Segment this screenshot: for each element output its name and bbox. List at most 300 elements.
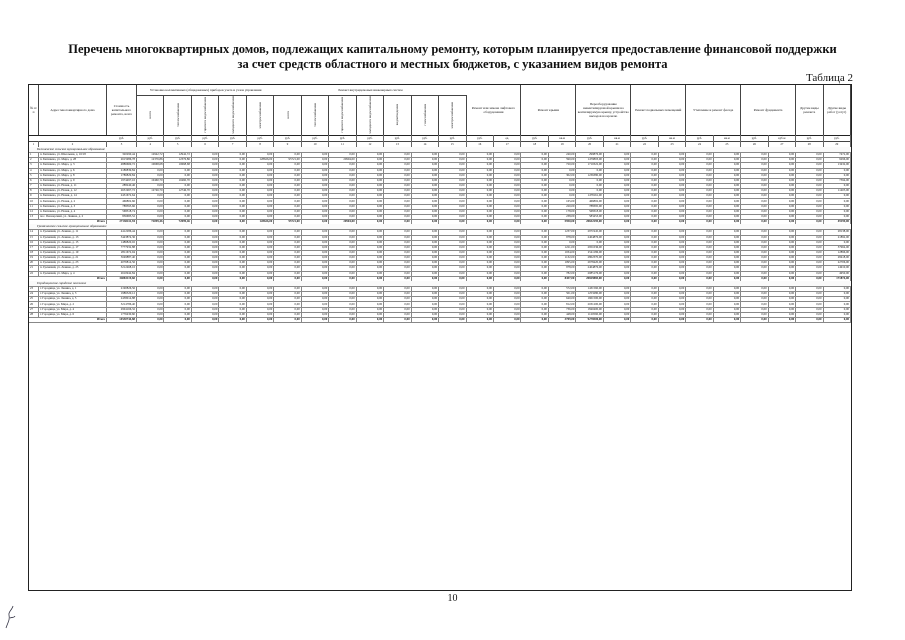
row-value: 0,00 — [741, 260, 768, 265]
row-value: 0,00 — [824, 291, 851, 296]
row-value: 0,00 — [384, 312, 411, 317]
row-value: 0,00 — [741, 250, 768, 255]
row-value: 0,00 — [219, 245, 246, 250]
row-value: 2404876,00 — [576, 235, 603, 240]
row-value: 0,00 — [357, 260, 384, 265]
row-value: 0,00 — [604, 178, 631, 183]
row-value: 0,00 — [576, 240, 603, 245]
row-value: 0,00 — [164, 173, 191, 178]
row-value: 0,00 — [192, 291, 219, 296]
row-value: 0,00 — [192, 199, 219, 204]
row-value: 0,00 — [302, 193, 329, 198]
row-value: 0,00 — [164, 286, 191, 291]
row-value: 0,00 — [467, 245, 494, 250]
row-value: 0,00 — [192, 302, 219, 307]
row-value: 0,00 — [219, 286, 246, 291]
row-value: 0,00 — [604, 162, 631, 167]
row-value: 0,00 — [247, 250, 274, 255]
header-cell: электроснабжения — [247, 95, 274, 135]
row-value: 0,00 — [631, 152, 658, 157]
row-value: 0,00 — [769, 307, 796, 312]
row-number: 6 — [29, 178, 39, 183]
row-value: 0,00 — [219, 157, 246, 162]
row-value: 0,00 — [164, 291, 191, 296]
total-value: 0,00 — [219, 317, 246, 322]
row-value: 0,00 — [796, 245, 823, 250]
row-value: 1776430,60 — [107, 312, 137, 317]
row-value: 0,00 — [467, 260, 494, 265]
unit-cell: руб. — [824, 135, 851, 141]
row-value: 0,00 — [467, 157, 494, 162]
row-value: 0,00 — [714, 286, 741, 291]
row-value: 0,00 — [412, 235, 439, 240]
row-value: 0,00 — [357, 235, 384, 240]
row-value: 0,00 — [796, 235, 823, 240]
row-number: 16 — [29, 240, 39, 245]
row-value: 0,00 — [604, 291, 631, 296]
column-number-cell: 14 — [412, 141, 439, 147]
total-row — [29, 317, 851, 323]
total-value: 3709,00 — [549, 317, 576, 322]
row-value: 0,00 — [412, 245, 439, 250]
row-number: 2 — [29, 157, 39, 162]
header-cell: Ремонт подвальных помещений — [631, 85, 686, 135]
row-value: 0,00 — [329, 250, 356, 255]
row-value: 0,00 — [796, 286, 823, 291]
total-value: 0,00 — [302, 317, 329, 322]
row-value: 0,00 — [329, 271, 356, 276]
row-value: 0,00 — [357, 291, 384, 296]
row-value: 0,00 — [824, 312, 851, 317]
total-value: 0,00 — [219, 219, 246, 224]
row-value: 0,00 — [686, 255, 713, 260]
row-value: 0,00 — [686, 152, 713, 157]
row-value: 0,00 — [659, 302, 686, 307]
row-value: 37964,00 — [824, 245, 851, 250]
row-value: 2811672,94 — [107, 250, 137, 255]
unit-cell: руб. — [384, 135, 411, 141]
row-value: 0,00 — [521, 240, 548, 245]
row-value: 0,00 — [439, 302, 466, 307]
row-value: 0,00 — [302, 235, 329, 240]
row-number: 20 — [29, 260, 39, 265]
row-value: 299876,00 — [576, 152, 603, 157]
row-value: 0,00 — [164, 307, 191, 312]
total-value: 0,00 — [659, 317, 686, 322]
total-value: 0,00 — [521, 276, 548, 281]
row-value: 0,00 — [631, 214, 658, 219]
header-group-engineering: Ремонт внутридомовых инженерных систем — [274, 85, 466, 96]
row-address: п. Бегишево, ул. Новая, д. 11 — [39, 183, 107, 188]
row-value: 0,00 — [384, 302, 411, 307]
row-value: 0,00 — [796, 296, 823, 301]
total-value: 0,00 — [631, 317, 658, 322]
row-value: 0,00 — [769, 235, 796, 240]
row-value: 0,00 — [494, 271, 521, 276]
unit-cell: руб. — [521, 135, 548, 141]
row-value: 0,00 — [274, 296, 301, 301]
total-value: 0,00 — [357, 317, 384, 322]
total-value: 0,00 — [137, 317, 164, 322]
row-value: 0,00 — [302, 286, 329, 291]
row-address: п. Бегишево, ул. Новая, д. 14 — [39, 193, 107, 198]
total-value: 0,00 — [659, 219, 686, 224]
row-value: 0,00 — [741, 229, 768, 234]
row-value: 2541186,00 — [576, 250, 603, 255]
total-value: 0,00 — [604, 317, 631, 322]
row-value: 0,00 — [796, 157, 823, 162]
row-value: 0,00 — [714, 178, 741, 183]
row-value: 0,00 — [686, 209, 713, 214]
row-value: 0,00 — [384, 183, 411, 188]
row-value: 1486820,02 — [107, 240, 137, 245]
unit-cell: руб. — [412, 135, 439, 141]
column-number-cell: 29 — [824, 141, 851, 147]
row-value: 0,00 — [796, 162, 823, 167]
row-value: 788395,66 — [107, 204, 137, 209]
column-number-cell: 15 — [439, 141, 466, 147]
row-value: 0,00 — [247, 229, 274, 234]
row-value: 0,00 — [494, 307, 521, 312]
row-value: 0,00 — [467, 229, 494, 234]
row-value: 0,00 — [631, 199, 658, 204]
row-value: 0,00 — [521, 312, 548, 317]
row-value: 0,00 — [659, 204, 686, 209]
total-value: 0,00 — [192, 317, 219, 322]
row-value: 0,00 — [741, 296, 768, 301]
row-value: 0,00 — [824, 296, 851, 301]
row-value: 1986520,12 — [107, 291, 137, 296]
row-value: 0,00 — [631, 291, 658, 296]
row-value: 0,00 — [796, 183, 823, 188]
row-value: 0,00 — [659, 240, 686, 245]
row-value: 0,00 — [302, 271, 329, 276]
row-value: 0,00 — [741, 271, 768, 276]
row-value: 0,00 — [796, 168, 823, 173]
column-number-cell: 2 — [39, 141, 107, 147]
row-value: 0,00 — [467, 265, 494, 270]
row-value: 0,00 — [384, 193, 411, 198]
row-value: 0,00 — [357, 302, 384, 307]
row-value: 0,00 — [631, 265, 658, 270]
row-value: 0,00 — [384, 235, 411, 240]
row-value: 0,00 — [384, 265, 411, 270]
row-value: 0,00 — [302, 204, 329, 209]
row-value: 95721,00 — [274, 157, 301, 162]
row-value: 0,00 — [247, 183, 274, 188]
row-value: 0,00 — [274, 307, 301, 312]
row-value: 0,00 — [412, 209, 439, 214]
row-value: 0,00 — [439, 307, 466, 312]
total-value: 0,00 — [329, 317, 356, 322]
row-value: 0,00 — [549, 178, 576, 183]
row-value: 0,00 — [631, 250, 658, 255]
row-value: 0,00 — [164, 199, 191, 204]
row-address: г. Городище, ул. Ленина, д. 1 — [39, 286, 107, 291]
row-value: 0,00 — [467, 250, 494, 255]
row-value: 0,00 — [329, 173, 356, 178]
column-number-cell: 3 — [107, 141, 137, 147]
row-value: 0,00 — [274, 199, 301, 204]
row-address: пос. Пионерский, ул. Ленина, д. 2 — [39, 214, 107, 219]
page-number: 10 — [447, 593, 458, 604]
row-value: 0,00 — [467, 162, 494, 167]
unit-cell: руб. — [796, 135, 823, 141]
row-value: 0,00 — [329, 265, 356, 270]
row-value: 0,00 — [686, 291, 713, 296]
row-value: 0,00 — [274, 183, 301, 188]
row-value: 0,00 — [192, 204, 219, 209]
row-value: 0,00 — [796, 209, 823, 214]
row-value: 0,00 — [302, 296, 329, 301]
row-value: 1478161,00 — [576, 193, 603, 198]
row-value: 0,00 — [302, 183, 329, 188]
row-value: 978,00 — [549, 265, 576, 270]
row-value: 0,00 — [521, 229, 548, 234]
row-value: 0,00 — [357, 255, 384, 260]
row-value: 1034,00 — [549, 250, 576, 255]
row-value: 0,00 — [219, 188, 246, 193]
unit-cell: руб. — [439, 135, 466, 141]
row-value: 0,00 — [329, 178, 356, 183]
row-value: 0,00 — [329, 168, 356, 173]
row-value: 0,00 — [659, 193, 686, 198]
row-value: 0,00 — [384, 199, 411, 204]
row-value: 0,00 — [714, 291, 741, 296]
row-value: 0,00 — [329, 255, 356, 260]
row-value: 0,00 — [494, 229, 521, 234]
row-value: 0,00 — [384, 209, 411, 214]
row-value: 0,00 — [494, 296, 521, 301]
row-value: 0,00 — [219, 152, 246, 157]
row-value: 0,00 — [412, 286, 439, 291]
unit-cell: руб. — [686, 135, 713, 141]
header-cell: горячего водоснабжения — [192, 95, 219, 135]
row-value: 12376,86 — [137, 157, 164, 162]
row-value: 0,00 — [824, 214, 851, 219]
row-value: 0,00 — [769, 168, 796, 173]
row-value: 0,00 — [192, 250, 219, 255]
row-value: 0,00 — [796, 178, 823, 183]
row-value: 0,00 — [384, 291, 411, 296]
row-value: 0,00 — [384, 245, 411, 250]
header-cell: Другие виды ремонта — [796, 85, 823, 135]
total-value: 0,00 — [439, 276, 466, 281]
row-value: 0,00 — [164, 168, 191, 173]
row-value: 0,00 — [659, 265, 686, 270]
row-value: 0,00 — [302, 265, 329, 270]
row-value: 0,00 — [631, 157, 658, 162]
row-address: п. Бегишево, ул. Мира, д. 6 — [39, 168, 107, 173]
row-value: 0,00 — [247, 240, 274, 245]
row-value: 0,00 — [741, 214, 768, 219]
row-value: 0,00 — [137, 291, 164, 296]
row-value: 0,00 — [329, 240, 356, 245]
row-value: 0,00 — [412, 152, 439, 157]
row-number: 9 — [29, 193, 39, 198]
row-value: 0,00 — [686, 204, 713, 209]
row-value: 0,00 — [467, 291, 494, 296]
row-value: 0,00 — [384, 178, 411, 183]
row-value: 0,00 — [302, 312, 329, 317]
row-value: 0,00 — [631, 245, 658, 250]
row-value: 0,00 — [686, 245, 713, 250]
total-value: 8457,00 — [549, 276, 576, 281]
row-value: 0,00 — [274, 214, 301, 219]
row-value: 0,00 — [384, 307, 411, 312]
row-value: 0,00 — [714, 162, 741, 167]
row-value: 0,00 — [412, 162, 439, 167]
row-value: 0,00 — [302, 214, 329, 219]
row-value: 0,00 — [769, 162, 796, 167]
row-value: 0,00 — [796, 229, 823, 234]
header-cell: электроснабжения — [439, 95, 466, 135]
row-value: 0,00 — [247, 162, 274, 167]
row-value: 0,00 — [247, 199, 274, 204]
row-value: 0,00 — [714, 235, 741, 240]
row-value: 0,00 — [192, 235, 219, 240]
row-value: 0,00 — [467, 312, 494, 317]
row-value: 0,00 — [714, 260, 741, 265]
row-value: 0,00 — [521, 204, 548, 209]
row-value: 0,00 — [714, 193, 741, 198]
row-value: 0,00 — [247, 168, 274, 173]
row-value: 0,00 — [439, 235, 466, 240]
row-value: 0,00 — [467, 286, 494, 291]
unit-cell: кв.м — [714, 135, 741, 141]
row-value: 7777932,88 — [107, 245, 137, 250]
unit-cell: руб. — [107, 135, 137, 141]
row-number: 7 — [29, 183, 39, 188]
row-value: 0,00 — [604, 183, 631, 188]
total-value: 0,00 — [412, 317, 439, 322]
row-value: 0,00 — [412, 240, 439, 245]
total-value: 0,00 — [164, 317, 191, 322]
row-value: 7472,00 — [824, 152, 851, 157]
row-value: 0,00 — [357, 152, 384, 157]
row-address: п. Гремячий, ул. Ленина, д. 21 — [39, 255, 107, 260]
row-value: 0,00 — [604, 204, 631, 209]
row-number: 25 — [29, 296, 39, 301]
total-value: 0,00 — [302, 276, 329, 281]
row-value: 583453,00 — [576, 214, 603, 219]
row-value: 0,00 — [604, 265, 631, 270]
row-value: 0,00 — [714, 183, 741, 188]
row-value: 0,00 — [302, 229, 329, 234]
row-address: п. Гремячий, ул. Ленина, д. 13 — [39, 235, 107, 240]
header-cell: Ремонт крыши — [521, 85, 576, 135]
row-value: 0,00 — [412, 250, 439, 255]
row-value: 0,00 — [384, 240, 411, 245]
section-label: Городищенское городское поселение — [37, 280, 87, 285]
total-value: 20652295,00 — [576, 219, 603, 224]
header-cell: горячего водоснабжения — [329, 95, 356, 135]
row-value: 0,00 — [604, 286, 631, 291]
total-value: 0,00 — [686, 276, 713, 281]
row-value: 0,00 — [494, 250, 521, 255]
row-value: 0,00 — [357, 168, 384, 173]
unit-cell: руб. — [741, 135, 768, 141]
row-value: 0,00 — [714, 152, 741, 157]
row-value: 0,00 — [714, 157, 741, 162]
row-value: 0,00 — [604, 157, 631, 162]
row-value: 0,00 — [357, 250, 384, 255]
row-value: 0,00 — [467, 255, 494, 260]
column-number-cell: 21 — [604, 141, 631, 147]
total-value: 0,00 — [164, 276, 191, 281]
row-value: 0,00 — [769, 214, 796, 219]
row-value: 0,00 — [329, 245, 356, 250]
row-value: 0,00 — [439, 271, 466, 276]
row-value: 0,00 — [631, 168, 658, 173]
row-address: п. Бегишево, ул. Новая, д. 2 — [39, 199, 107, 204]
row-value: 0,00 — [192, 229, 219, 234]
row-value: 0,00 — [192, 157, 219, 162]
total-value: 0,00 — [329, 276, 356, 281]
row-value: 0,00 — [521, 250, 548, 255]
row-value: 2615986,78 — [107, 157, 137, 162]
unit-cell: ед. — [494, 135, 521, 141]
row-value: 0,00 — [769, 204, 796, 209]
row-value: 0,00 — [439, 173, 466, 178]
row-value: 0,00 — [631, 173, 658, 178]
row-value: 0,00 — [769, 157, 796, 162]
row-value: 0,00 — [659, 183, 686, 188]
row-value: 0,00 — [329, 188, 356, 193]
row-value: 0,00 — [192, 214, 219, 219]
row-value: 0,00 — [521, 302, 548, 307]
row-value: 0,00 — [274, 271, 301, 276]
total-value: 0,00 — [714, 219, 741, 224]
row-value: 0,00 — [631, 229, 658, 234]
row-value: 0,00 — [631, 183, 658, 188]
row-value: 0,00 — [494, 260, 521, 265]
row-value: 0,00 — [219, 162, 246, 167]
row-value: 0,00 — [686, 193, 713, 198]
row-value: 568318,00 — [576, 209, 603, 214]
row-value: 0,00 — [494, 173, 521, 178]
row-value: 1431560,00 — [576, 286, 603, 291]
row-value: 0,00 — [439, 178, 466, 183]
row-value: 0,00 — [302, 245, 329, 250]
row-value: 3212468,16 — [107, 265, 137, 270]
row-value: 0,00 — [329, 302, 356, 307]
row-value: 2085176,00 — [576, 271, 603, 276]
row-value: 0,00 — [137, 209, 164, 214]
row-number: 10 — [29, 199, 39, 204]
row-value: 0,00 — [494, 286, 521, 291]
row-value: 0,00 — [384, 173, 411, 178]
row-value: 302,00 — [549, 173, 576, 178]
row-value: 0,00 — [824, 240, 851, 245]
row-value: 0,00 — [604, 168, 631, 173]
total-value: 34883119,60 — [107, 276, 137, 281]
row-value: 0,00 — [467, 188, 494, 193]
row-number: 18 — [29, 250, 39, 255]
row-value: 0,00 — [219, 296, 246, 301]
row-value: 720,00 — [549, 162, 576, 167]
row-value: 0,00 — [164, 193, 191, 198]
row-value: 0,00 — [741, 265, 768, 270]
header-cell: Утепление и ремонт фасада — [686, 85, 741, 135]
row-value: 0,00 — [521, 296, 548, 301]
row-value: 0,00 — [494, 255, 521, 260]
row-value: 0,00 — [604, 229, 631, 234]
total-value: 0,00 — [439, 317, 466, 322]
row-value: 0,00 — [247, 291, 274, 296]
row-value: 0,00 — [467, 302, 494, 307]
column-number-cell: 11 — [329, 141, 356, 147]
